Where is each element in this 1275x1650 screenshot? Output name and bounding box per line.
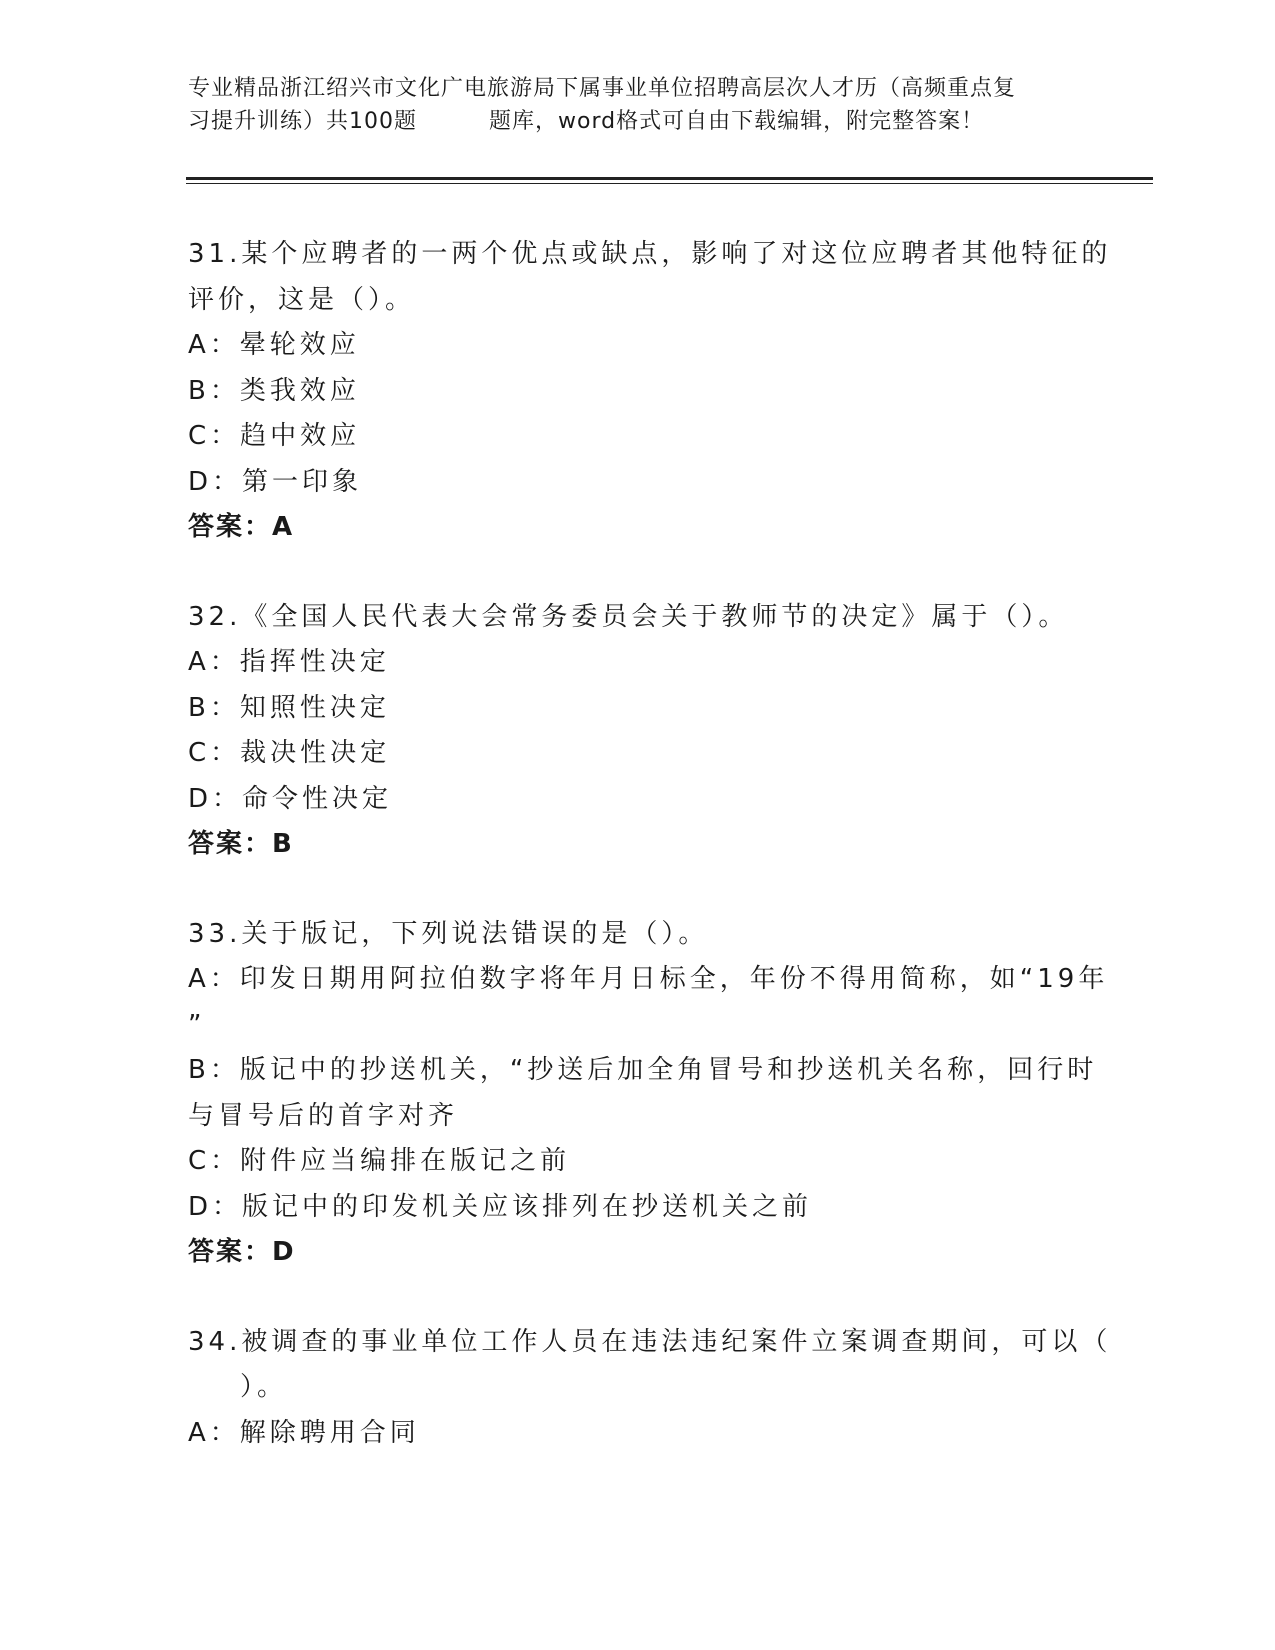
question-list <box>188 232 1112 1500</box>
option-a: A：印发日期用阿拉伯数字将年月日标全，年份不得用简称，如“19年 <box>188 964 1109 994</box>
question-34 <box>188 1320 1112 1457</box>
document-header <box>188 72 1088 138</box>
answer: 答案：B <box>188 829 294 859</box>
answer: 答案：D <box>188 1237 296 1267</box>
option-a-continued: ” <box>188 1009 206 1040</box>
header-line-2-left: 习提升训练）共100题 <box>188 109 417 134</box>
question-stem: 32.《全国人民代表大会常务委员会关于教师节的决定》属于（）。 <box>188 601 1069 632</box>
question-stem: 34.被调查的事业单位工作人员在违法违纪案件立案调查期间，可以（ <box>188 1326 1112 1357</box>
option-c: C：趋中效应 <box>188 421 361 451</box>
option-a: A：晕轮效应 <box>188 330 360 360</box>
option-c: C：附件应当编排在版记之前 <box>188 1146 571 1176</box>
option-b-continued: 与冒号后的首字对齐 <box>188 1100 459 1131</box>
question-32 <box>188 595 1088 868</box>
option-b: B：知照性决定 <box>188 692 390 723</box>
header-line-2-right: 题库，word格式可自由下载编辑，附完整答案！ <box>489 109 985 134</box>
question-stem: 评价，这是（）。 <box>188 284 416 315</box>
option-d: D：第一印象 <box>188 466 363 497</box>
question-31 <box>188 232 1112 551</box>
option-b: B：类我效应 <box>188 375 360 406</box>
header-divider-thick <box>186 177 1153 180</box>
header-line-1: 专业精品浙江绍兴市文化广电旅游局下属事业单位招聘高层次人才历（高频重点复 <box>188 76 1017 101</box>
header-divider-thin <box>186 183 1153 184</box>
option-c: C：裁决性决定 <box>188 738 391 768</box>
option-a: A：解除聘用合同 <box>188 1417 420 1448</box>
option-d: D：版记中的印发机关应该排列在抄送机关之前 <box>188 1191 813 1222</box>
option-d: D：命令性决定 <box>188 783 393 814</box>
header-line-2 <box>188 105 1088 138</box>
option-b: B：版记中的抄送机关，“抄送后加全角冒号和抄送机关名称，回行时 <box>188 1055 1098 1085</box>
question-33 <box>188 912 1109 1276</box>
answer: 答案：A <box>188 512 295 542</box>
question-stem-continued: ）。 <box>240 1372 288 1402</box>
question-stem: 33.关于版记，下列说法错误的是（）。 <box>188 918 709 949</box>
option-a: A：指挥性决定 <box>188 647 390 677</box>
question-stem: 31.某个应聘者的一两个优点或缺点，影响了对这位应聘者其他特征的 <box>188 239 1112 269</box>
